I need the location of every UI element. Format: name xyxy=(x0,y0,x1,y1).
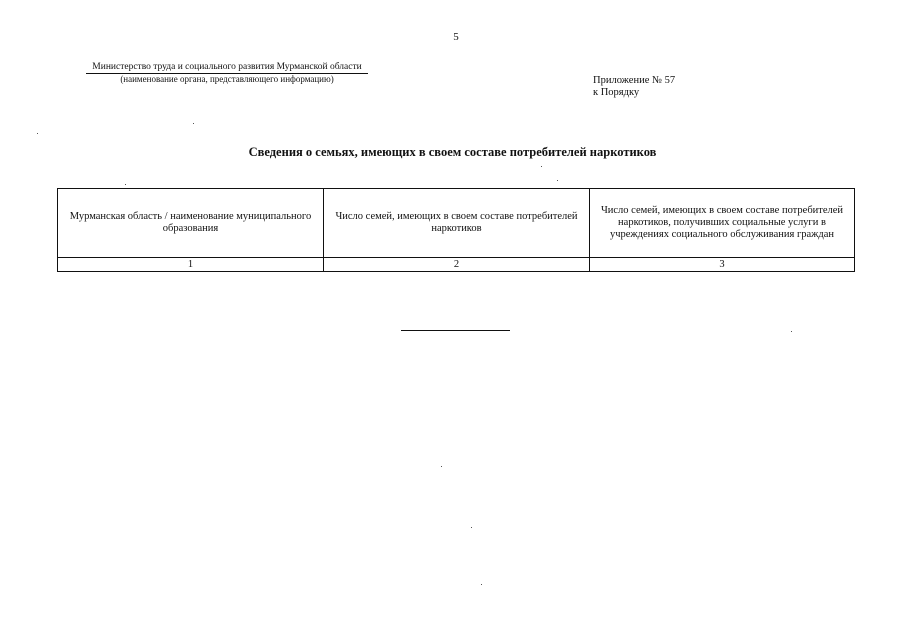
appendix-line-1: Приложение № 57 xyxy=(593,75,676,86)
scan-speck xyxy=(125,184,126,185)
scan-speck xyxy=(37,133,38,134)
scan-speck xyxy=(441,466,442,467)
column-header-region xyxy=(58,189,324,258)
column-number: 3 xyxy=(590,258,855,272)
column-number-row xyxy=(58,258,855,272)
scan-speck xyxy=(791,331,792,332)
organization-caption: (наименование органа, представляющего информацию) xyxy=(120,74,334,84)
column-header-text: Число семей, имеющих в своем составе потребителей наркотиков, получивших социальные услуги в учреждениях социального обслуживания граждан xyxy=(600,205,844,240)
column-number: 2 xyxy=(324,258,590,272)
document-title: Сведения о семьях, имеющих в своем составе потребителей наркотиков xyxy=(248,145,657,159)
scan-speck xyxy=(471,527,472,528)
appendix-reference xyxy=(593,75,675,99)
organization-name: Министерство труда и социального развития Мурманской области xyxy=(86,62,368,74)
scan-speck xyxy=(557,180,558,181)
scan-speck xyxy=(193,123,194,124)
data-table xyxy=(57,188,855,272)
page-number: 5 xyxy=(453,31,459,43)
table-header-row xyxy=(58,189,855,258)
column-header-text: Мурманская область / наименование муниципального образования xyxy=(69,211,312,234)
column-number: 1 xyxy=(58,258,324,272)
appendix-line-2: к Порядку xyxy=(593,87,640,98)
column-header-text: Число семей, имеющих в своем составе потребителей наркотиков xyxy=(335,211,578,234)
end-of-document-rule xyxy=(401,330,510,331)
scan-speck xyxy=(481,584,482,585)
column-header-families-count xyxy=(324,189,590,258)
column-header-families-served xyxy=(590,189,855,258)
organization-block xyxy=(86,62,368,84)
scan-speck xyxy=(541,166,542,167)
